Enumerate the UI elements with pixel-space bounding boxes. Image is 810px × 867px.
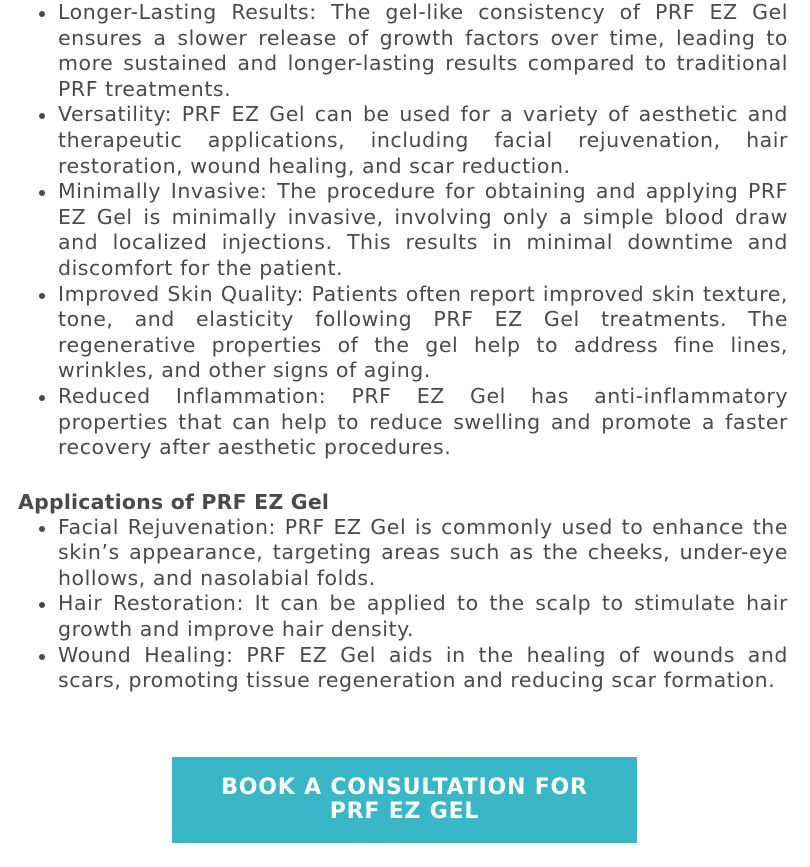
cta-line-2: PRF EZ GEL: [329, 799, 480, 824]
application-item-wound-healing: Wound Healing: PRF EZ Gel aids in the healing of wounds and scars, promoting tissue regeneration and reducing scar formation.: [58, 642, 788, 693]
applications-list: [18, 515, 788, 694]
applications-heading: Applications of PRF EZ Gel: [18, 489, 330, 514]
benefit-item-minimally-invasive: Minimally Invasive: The procedure for obtaining and applying PRF EZ Gel is minimally invasive, involving only a simple blood draw and localized injections. This results in minimal downtime and discomfort for the patient.: [58, 179, 788, 280]
benefit-item-skin-quality: Improved Skin Quality: Patients often report improved skin texture, tone, and elasticity following PRF EZ Gel treatments. The regenerative properties of the gel help to address fine lines, wrinkles, and other signs of aging.: [58, 281, 788, 383]
benefit-item-longer-lasting: Longer-Lasting Results: The gel-like consistency of PRF EZ Gel ensures a slower release of growth factors over time, leading to more sustained and longer-lasting results compared to traditional PRF treatments.: [58, 0, 788, 101]
application-item-facial-rejuvenation: Facial Rejuvenation: PRF EZ Gel is commonly used to enhance the skin’s appearance, targeting areas such as the cheeks, under-eye hollows, and nasolabial folds.: [58, 514, 788, 590]
cta-container: [172, 757, 637, 843]
book-consultation-button[interactable]: [172, 757, 637, 843]
benefits-list: [18, 0, 788, 461]
application-item-hair-restoration: Hair Restoration: It can be applied to the scalp to stimulate hair growth and improve hair density.: [58, 591, 788, 642]
benefit-item-reduced-inflammation: Reduced Inflammation: PRF EZ Gel has anti-inflammatory properties that can help to reduce swelling and promote a faster recovery after aesthetic procedures.: [58, 383, 788, 460]
cta-line-1: BOOK A CONSULTATION FOR: [221, 775, 588, 800]
benefit-item-versatility: Versatility: PRF EZ Gel can be used for a variety of aesthetic and therapeutic applications, including facial rejuvenation, hair restoration, wound healing, and scar reduction.: [58, 102, 788, 178]
